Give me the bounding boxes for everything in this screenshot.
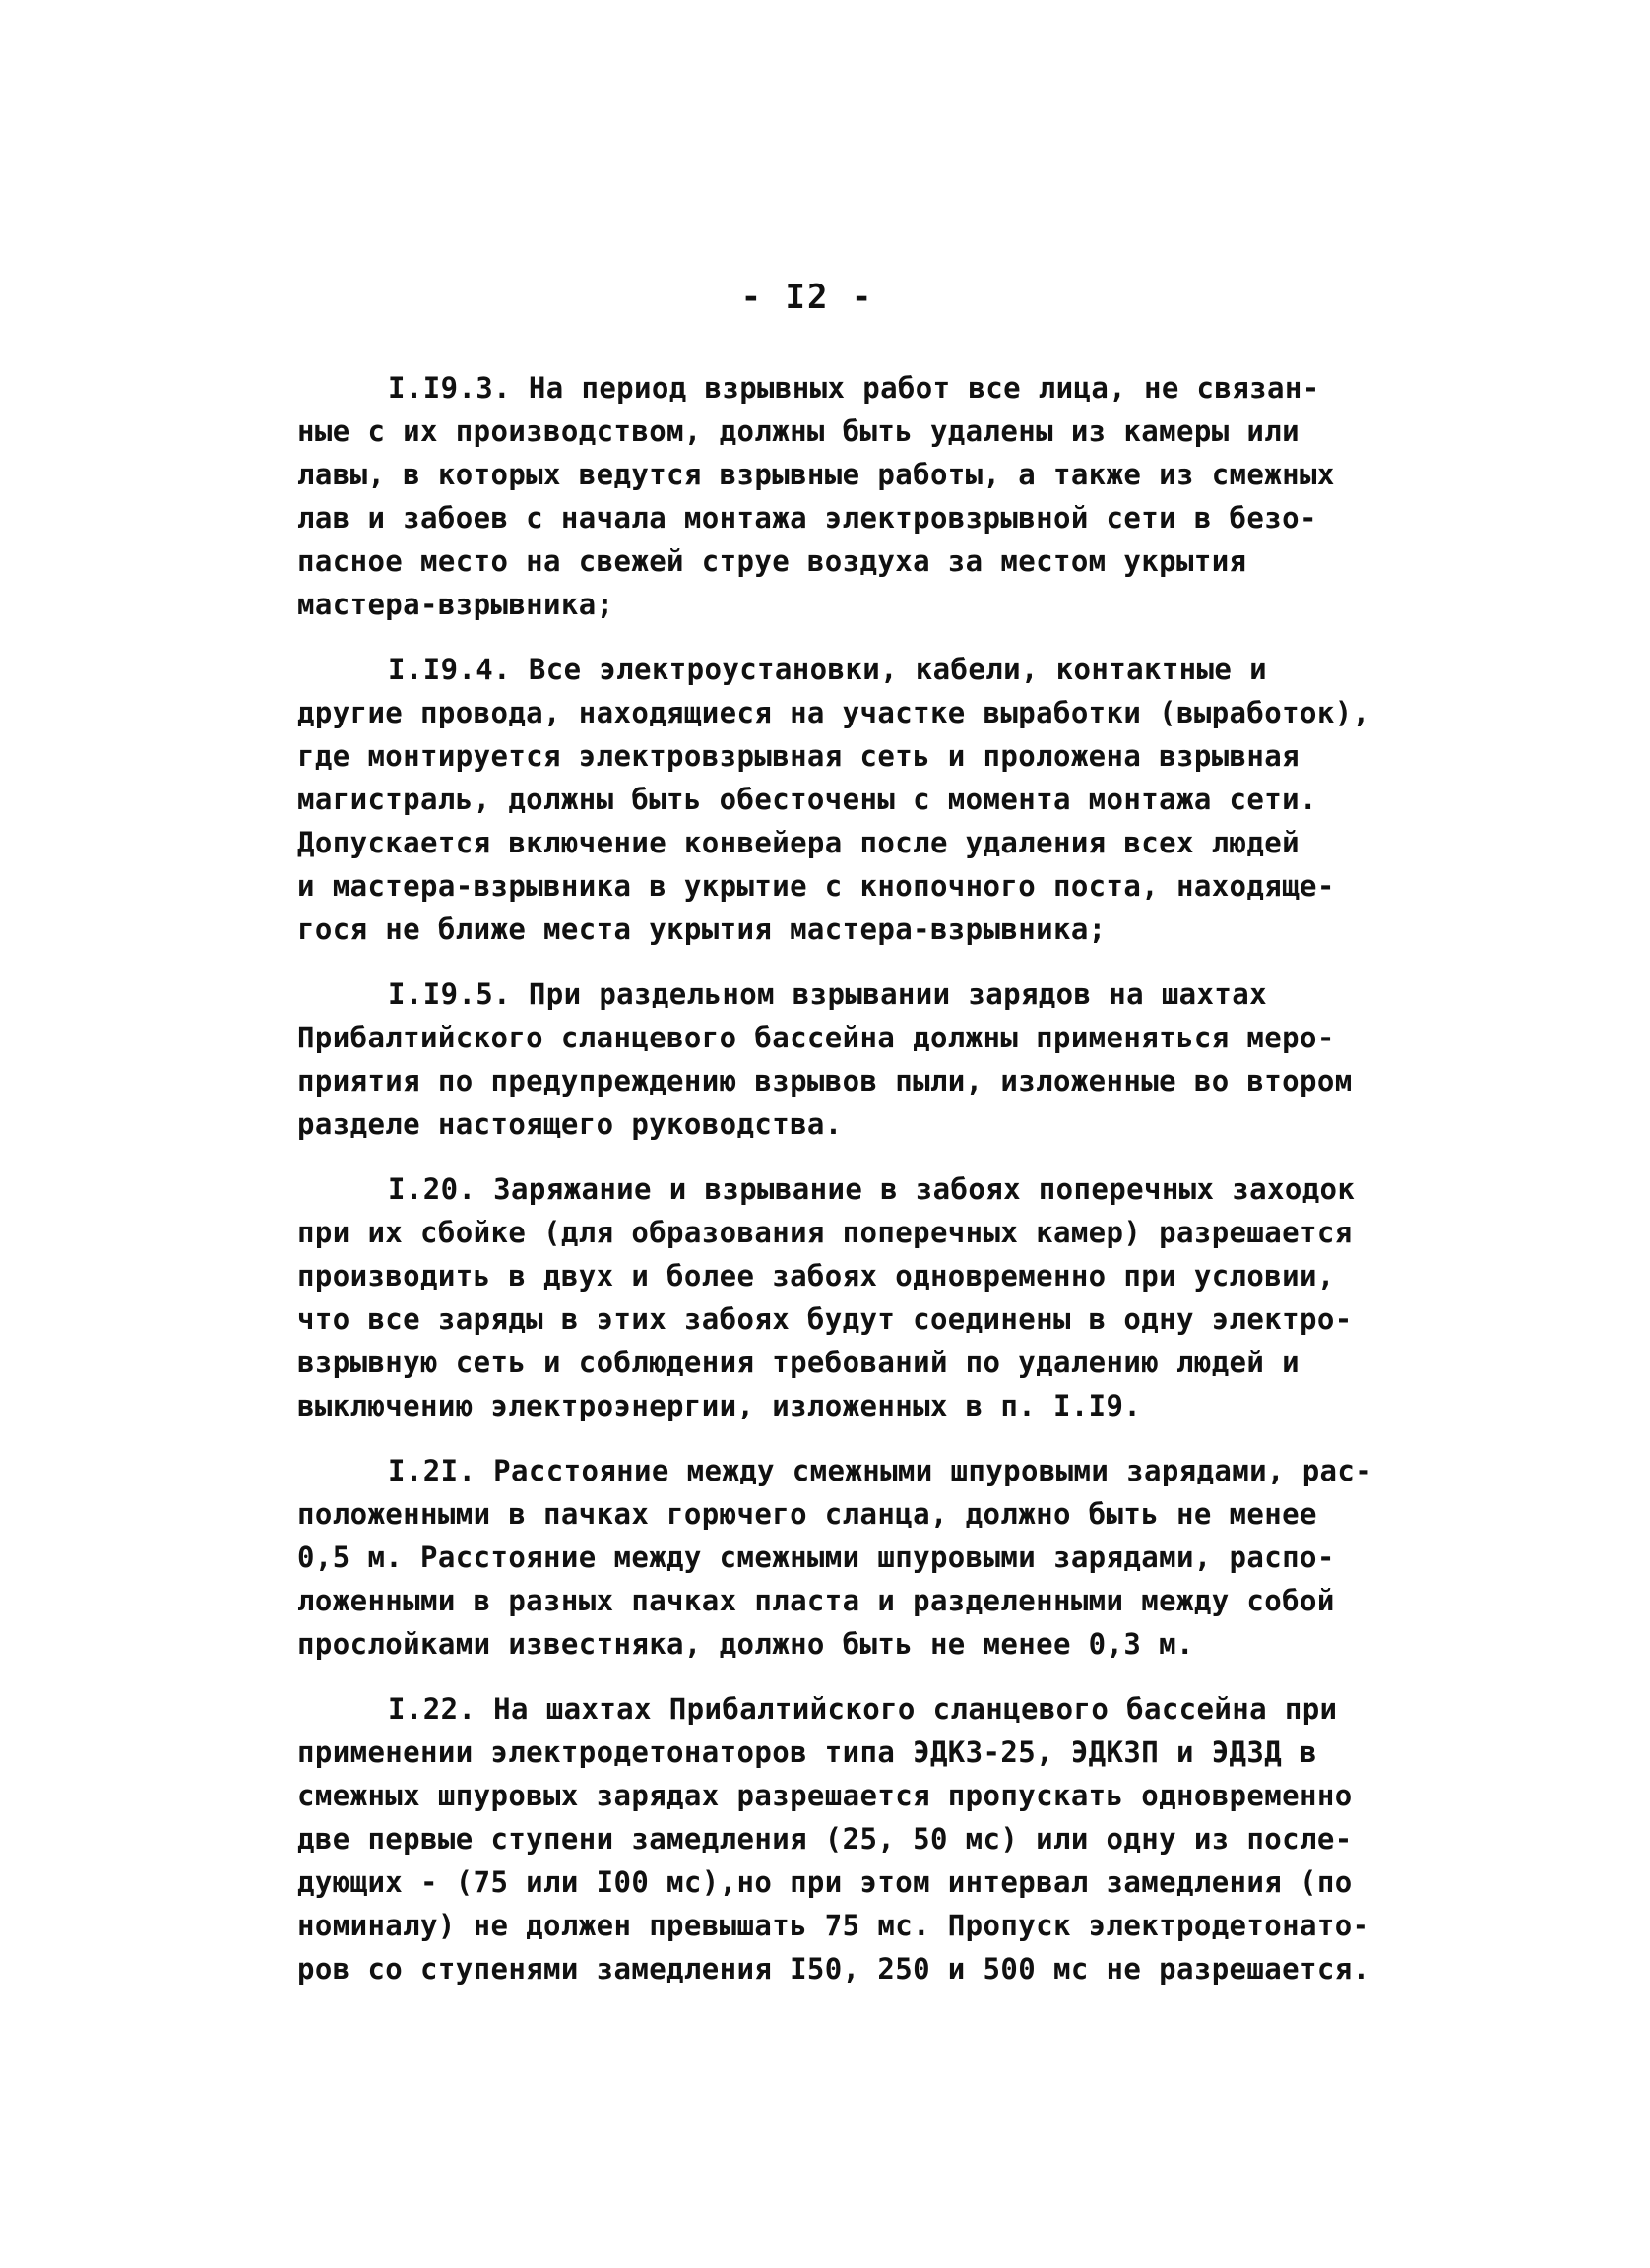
text-line: гося не ближе места укрытия мастера-взрывника; [297,913,1107,946]
text-line: положенными в пачках горючего сланца, должно быть не менее [297,1497,1317,1531]
paragraph-1-19-4 [297,648,1408,951]
text-line: взрывную сеть и соблюдения требований по удалению людей и [297,1346,1300,1379]
text-line: I.20. Заряжание и взрывание в забоях поперечных заходок [388,1172,1356,1206]
text-line: при их сбойке (для образования поперечных камер) разрешается [297,1216,1353,1249]
text-line: I.I9.4. Все электроустановки, кабели, контактные и [388,653,1267,686]
text-line: смежных шпуровых зарядах разрешается пропускать одновременно [297,1779,1353,1812]
text-line: приятия по предупреждению взрывов пыли, изложенные во втором [297,1064,1353,1098]
text-line: I.I9.5. При раздельном взрывании зарядов на шахтах [388,977,1267,1011]
text-line: где монтируется электровзрывная сеть и проложена взрывная [297,739,1300,773]
text-line: лав и забоев с начала монтажа электровзрывной сети в безо- [297,501,1317,535]
text-line: пасное место на свежей струе воздуха за местом укрытия [297,544,1247,578]
text-line: две первые ступени замедления (25, 50 мс) или одну из после- [297,1822,1353,1856]
paragraph-1-21 [297,1449,1408,1666]
text-line: что все заряды в этих забоях будут соединены в одну электро- [297,1302,1353,1336]
text-line: лавы, в которых ведутся взрывные работы, а также из смежных [297,458,1335,491]
paragraph-1-19-5 [297,973,1408,1146]
paragraph-1-22 [297,1687,1408,1990]
text-line: 0,5 м. Расстояние между смежными шпуровыми зарядами, распо- [297,1541,1335,1574]
text-line: номиналу) не должен превышать 75 мс. Пропуск электродетонато- [297,1909,1370,1942]
paragraph-1-19-3 [297,366,1408,626]
paragraph-1-20 [297,1167,1408,1427]
text-line: I.22. На шахтах Прибалтийского сланцевого бассейна при [388,1692,1338,1726]
text-line: ные с их производством, должны быть удалены из камеры или [297,414,1300,448]
text-line: производить в двух и более забоях одновременно при условии, [297,1259,1335,1292]
text-line: выключению электроэнергии, изложенных в п. I.I9. [297,1389,1142,1422]
document-body [297,366,1408,2012]
text-line: I.2I. Расстояние между смежными шпуровыми зарядами, рас- [388,1454,1373,1487]
text-line: Допускается включение конвейера после удаления всех людей [297,826,1300,859]
text-line: мастера-взрывника; [297,588,614,621]
page-number: - I2 - [740,278,874,317]
text-line: ложенными в разных пачках пласта и разделенными между собой [297,1584,1335,1617]
text-line: дующих - (75 или I00 мс),но при этом интервал замедления (по [297,1865,1353,1899]
text-line: ров со ступенями замедления I50, 250 и 500 мс не разрешается. [297,1952,1370,1985]
text-line: применении электродетонаторов типа ЭДКЗ-25, ЭДКЗП и ЭДЗД в [297,1735,1317,1769]
text-line: Прибалтийского сланцевого бассейна должны применяться меро- [297,1021,1335,1054]
text-line: разделе настоящего руководства. [297,1107,843,1141]
text-line: и мастера-взрывника в укрытие с кнопочного поста, находяще- [297,869,1335,903]
text-line: другие провода, находящиеся на участке выработки (выработок), [297,696,1370,729]
text-line: I.I9.3. На период взрывных работ все лица, не связан- [388,371,1320,405]
text-line: магистраль, должны быть обесточены с момента монтажа сети. [297,783,1317,816]
text-line: прослойками известняка, должно быть не менее 0,3 м. [297,1627,1194,1661]
